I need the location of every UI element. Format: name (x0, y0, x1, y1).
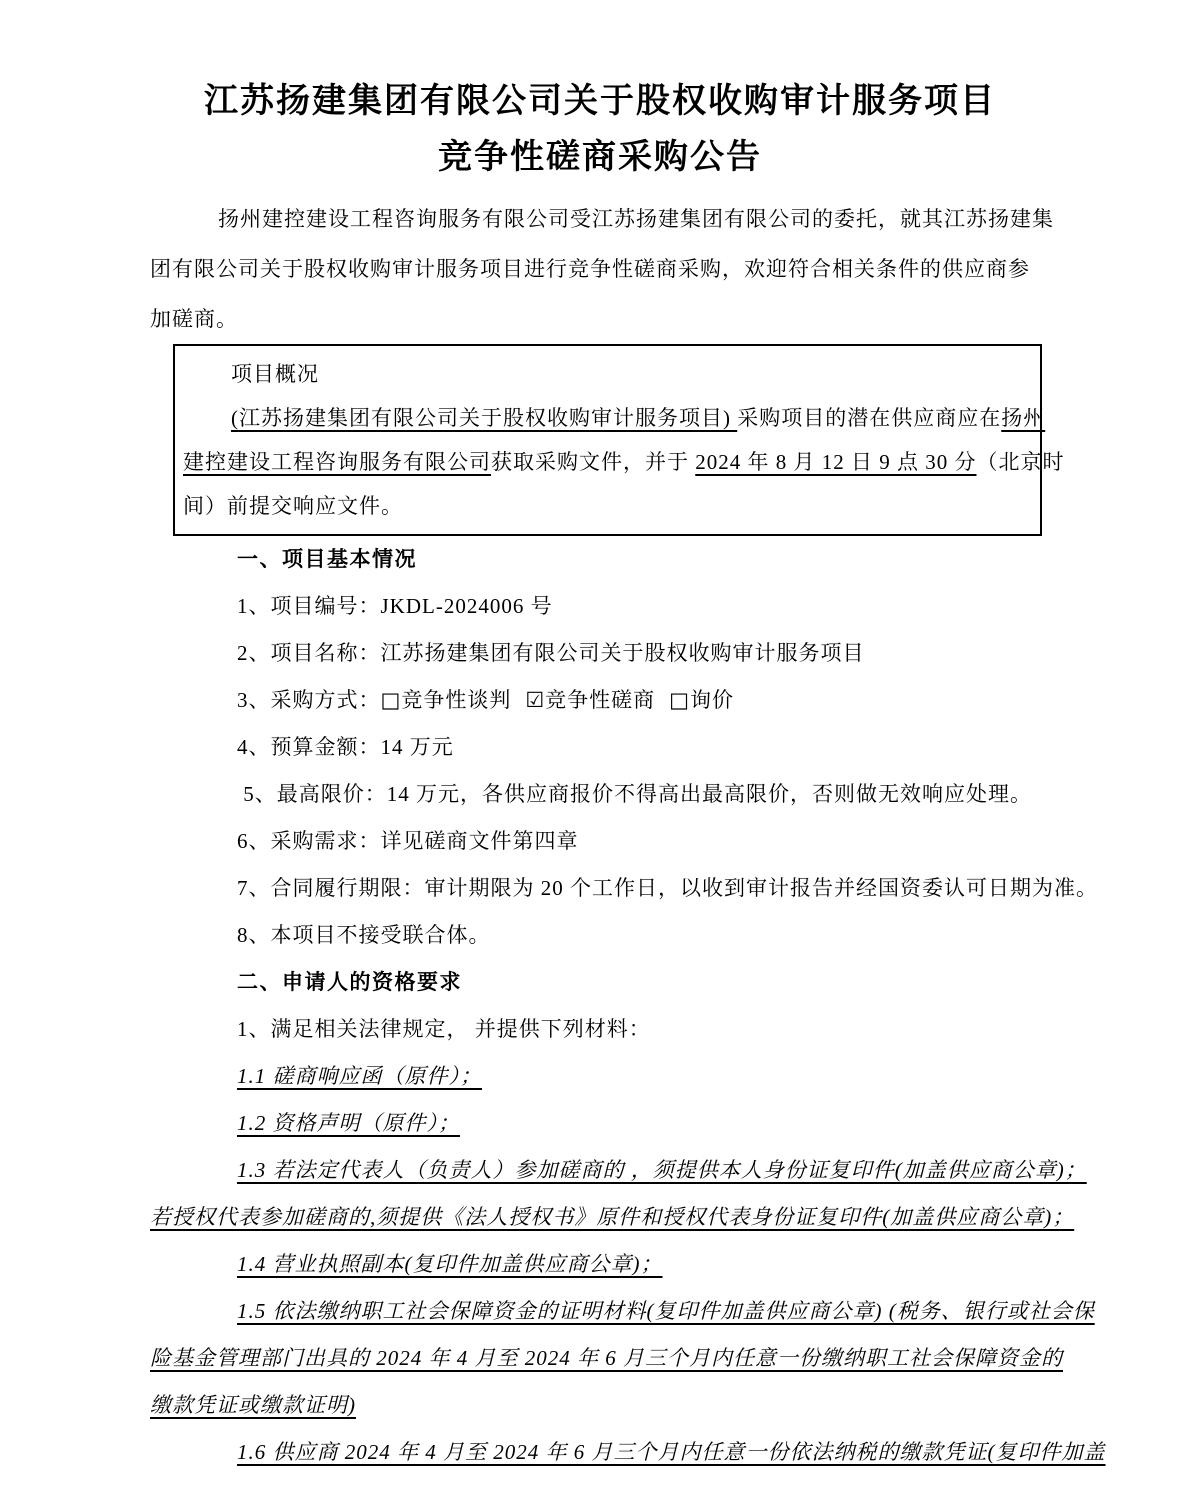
intro-line: 团有限公司关于股权收购审计服务项目进行竞争性磋商采购，欢迎符合相关条件的供应商参 (150, 257, 1030, 281)
purchase-option-label: 竞争性谈判 (401, 688, 512, 712)
title-line-1: 江苏扬建集团有限公司关于股权收购审计服务项目 (204, 83, 996, 120)
project-overview-box (173, 344, 1065, 536)
section1-item-budget: 4、预算金额：14 万元 (237, 735, 454, 759)
section1 (150, 536, 1098, 959)
section1-item-contract-period: 7、合同履行期限：审计期限为 20 个工作日，以收到审计报告并经国资委认可日期为准。 (237, 876, 1098, 900)
overview-text: （北京时 (976, 450, 1065, 474)
section1-item-purchase-method (150, 677, 1050, 724)
intro-line: 扬州建控建设工程咨询服务有限公司受江苏扬建集团有限公司的委托，就其江苏扬建集 (218, 207, 1054, 231)
title-line-2: 竞争性磋商采购公告 (438, 139, 762, 176)
checkbox-unchecked-icon: □ (669, 688, 691, 712)
section1-item-price-ceiling: 5、最高限价：14 万元，各供应商报价不得高出最高限价，否则做无效响应处理。 (237, 782, 1032, 806)
purchase-option-consultation (525, 688, 655, 712)
material-line-1-5-continuation: 险基金管理部门出具的 2024 年 4 月至 2024 年 6 月三个月内任意一份缴纳职工社会保障资金的 (150, 1346, 1063, 1370)
checkbox-unchecked-icon: □ (380, 688, 402, 712)
material-line-1-6: 1.6 供应商 2024 年 4 月至 2024 年 6 月三个月内任意一份依法纳税的缴款凭证(复印件加盖 (237, 1440, 1106, 1464)
underlined-agency-name-start: 扬州 (1001, 406, 1046, 430)
material-line-1-3: 1.3 若法定代表人（负责人）参加磋商的 ，须提供本人身份证复印件(加盖供应商公章)； (237, 1158, 1087, 1182)
intro-paragraph (150, 194, 1054, 344)
material-line-1-3-continuation: 若授权代表参加磋商的,须提供《法人授权书》原件和授权代表身份证复印件(加盖供应商公章)； (150, 1205, 1075, 1229)
section1-item-requirements: 6、采购需求：详见磋商文件第四章 (237, 829, 579, 853)
material-line-1-1: 1.1 磋商响应函（原件）； (237, 1064, 482, 1088)
intro-line: 加磋商。 (150, 307, 238, 331)
section1-item-project-name: 2、项目名称：江苏扬建集团有限公司关于股权收购审计服务项目 (237, 641, 865, 665)
section2-heading: 二、申请人的资格要求 (237, 971, 462, 994)
material-line-1-4: 1.4 营业执照副本(复印件加盖供应商公章)； (237, 1252, 663, 1276)
overview-text: 获取采购文件，并于 (491, 450, 696, 474)
overview-text: 采购项目的潜在供应商应在 (737, 406, 1002, 430)
section1-item-no-consortium: 8、本项目不接受联合体。 (237, 923, 491, 947)
purchase-option-inquiry (669, 688, 734, 712)
purchase-method-prefix: 3、采购方式： (237, 688, 381, 712)
overview-text-line (183, 440, 1065, 484)
purchase-option-negotiation (381, 688, 512, 712)
underlined-project-name: (江苏扬建集团有限公司关于股权收购审计服务项目) (231, 406, 738, 430)
material-line-1-5-continuation: 缴款凭证或缴款证明) (150, 1393, 356, 1417)
purchase-option-label: 竞争性磋商 (545, 688, 656, 712)
overview-text-line (183, 396, 1046, 440)
page-title (0, 0, 1200, 186)
checkbox-checked-icon: ☑ (525, 688, 546, 712)
section1-item-project-number: 1、项目编号：JKDL-2024006 号 (237, 594, 553, 618)
section2-item-legal-requirements: 1、满足相关法律规定， 并提供下列材料： (237, 1017, 651, 1041)
overview-text-line: 间）前提交响应文件。 (183, 494, 403, 518)
section1-heading: 一、项目基本情况 (237, 548, 417, 571)
material-line-1-2: 1.2 资格声明（原件）； (237, 1111, 460, 1135)
section2 (150, 959, 1106, 1476)
underlined-deadline-datetime: 2024 年 8 月 12 日 9 点 30 分 (695, 450, 977, 474)
purchase-option-label: 询价 (690, 688, 735, 712)
underlined-agency-name-end: 建控建设工程咨询服务有限公司 (183, 450, 491, 474)
material-line-1-5: 1.5 依法缴纳职工社会保障资金的证明材料(复印件加盖供应商公章) (税务、银行或社会保 (237, 1299, 1095, 1323)
overview-heading: 项目概况 (231, 362, 319, 386)
